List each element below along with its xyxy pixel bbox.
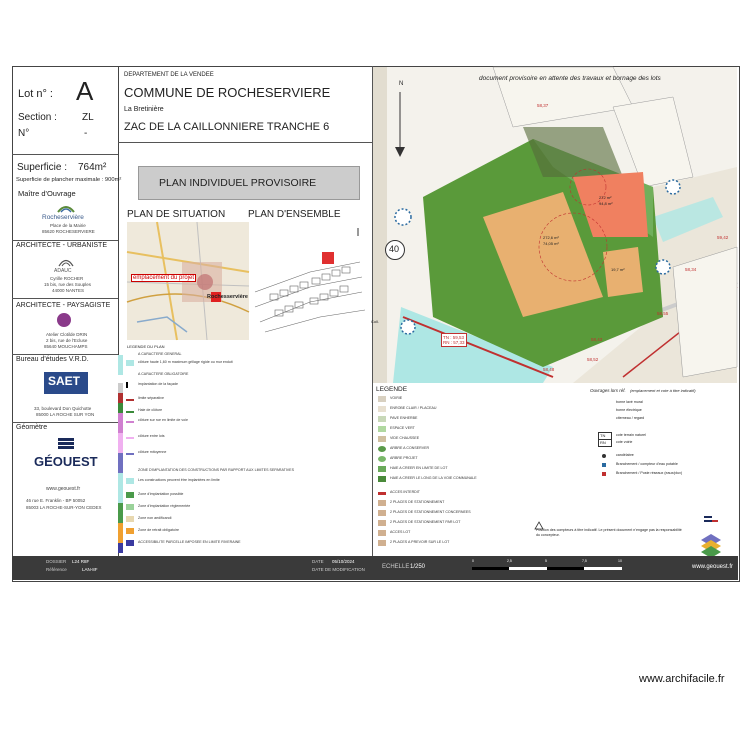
plan-title-box <box>138 166 360 200</box>
dossier-value: L24 R8F <box>72 559 90 564</box>
notice: Position des compteurs à titre indicatif. Le présent document n'engage pas la responsabilité du concepteur. <box>536 528 682 537</box>
paysagiste-addr1: Atelier Clotilde DRIN <box>46 332 88 337</box>
zac-title: ZAC DE LA CAILLONNIERE TRANCHE 6 <box>124 121 330 133</box>
scale-tick: 7,5 <box>582 559 587 563</box>
footer-bar <box>12 556 738 580</box>
zone-a-sub: 74,05 m² <box>543 241 559 246</box>
footer-website: www.geouest.fr <box>692 564 734 570</box>
vrd-addr1: 33, boulevard Don Quichotte <box>34 406 92 411</box>
lot-value: A <box>76 76 94 106</box>
refs-label: Référence <box>46 567 67 572</box>
refs-value: LAN-8F <box>82 567 98 572</box>
archi-addr1: Cyrille ROCHER <box>50 276 84 281</box>
vrd-label: Bureau d'études V.R.D. <box>16 356 89 363</box>
vrd-addr2: 85000 LA ROCHE SUR YON <box>36 412 95 417</box>
alt-5: 58,52 <box>587 357 599 362</box>
archi-addr3: 44000 NANTES <box>52 288 85 293</box>
ensemble-plan-drawing <box>250 222 368 340</box>
ouvrage-item: borne lavé mural <box>616 400 643 404</box>
lot-number-badge <box>385 240 405 260</box>
commune-title: COMMUNE DE ROCHESERVIERE <box>124 85 331 100</box>
superficie-value: 764m² <box>78 162 107 173</box>
maitre-addr2: 85620 ROCHESERVIERE <box>42 229 95 234</box>
ouvrages-sub: (emplacement et cote à titre indicatif) <box>630 388 696 393</box>
lot-number: 40 <box>389 244 400 254</box>
numero-label: N° <box>18 128 30 139</box>
geometre-url: www.geouest.fr <box>46 486 81 492</box>
maitre-addr1: Place de la Mairie <box>50 223 86 228</box>
ouvrage-item: citerneau / regard <box>616 416 645 420</box>
emplacement-label: emplacement du projet <box>133 275 195 281</box>
scale-tick: 0 <box>472 559 474 563</box>
maitre-name: Rocheservière <box>42 214 84 221</box>
zone-c-label: 19,7 m² <box>611 267 625 272</box>
maitre-label: Maître d'Ouvrage <box>18 189 76 198</box>
section-value: ZL <box>82 112 94 123</box>
alt-3: 58,34 <box>685 267 697 272</box>
ouvrages-legend <box>590 388 736 518</box>
superficie-label: Superficie : <box>17 162 68 173</box>
main-plan-drawing <box>373 67 737 383</box>
zone-b-label: 272 m² <box>599 195 612 200</box>
network-post-icon <box>602 472 606 476</box>
water-meter-icon <box>602 463 606 467</box>
adauc-logo-icon <box>58 254 74 268</box>
legend-right: VOIRIE ENROBE CLAIR / PLACEAU PAVE ENHERBE ESPACE VERT VIDE CHAUSSEE ARBRE A CONSERVER ARBRE PROJET HAIE A CREER EN LIMITE DE LOT HAIE A CREER LE LONG DE LA VOIE COMMUNALE ACCES INTERDIT 2 PLACES DE STATIONNEMENT 2 PLACES DE STATIONNEMENT CONCERNEES 2 PLACES DE STATIONNEMENT PAR LOT ACCES LOT 2 PLACES A PREVOIR SUR LE LOT <box>376 396 526 551</box>
scale-bar <box>472 567 622 570</box>
alt-2: 59,42 <box>717 235 729 240</box>
ensemble-plan <box>250 222 368 340</box>
geometre-name: GÉOUEST <box>34 454 98 469</box>
rn-desc: cote voirie <box>616 440 633 444</box>
color-strip <box>118 355 123 555</box>
scale-tick: 5 <box>545 559 547 563</box>
paysagiste-addr2: 2 bis, rue de l'Ecluse <box>46 338 88 343</box>
tn-value: TN : 59,53 <box>443 335 465 340</box>
alt-7: 58,55 <box>657 311 669 316</box>
alt-6: 58,48 <box>543 367 555 372</box>
divider <box>12 154 118 155</box>
plan-title: PLAN INDIVIDUEL PROVISOIRE <box>159 177 317 189</box>
geouest-mark-icon <box>702 514 720 528</box>
ouvrage-item: candélabre <box>616 453 634 457</box>
scale-tick: 10 <box>618 559 622 563</box>
layers-icon <box>700 532 722 558</box>
rocheserviere-logo-icon <box>56 202 76 214</box>
plan-ensemble-title: PLAN D'ENSEMBLE <box>248 209 341 220</box>
divider <box>118 142 372 143</box>
archi-label: ARCHITECTE - URBANISTE <box>16 242 108 249</box>
rn-symbol: RN <box>598 439 612 447</box>
geouest-logo-icon <box>58 438 74 450</box>
saet-logo <box>44 372 88 394</box>
collector-label: Coll. <box>371 319 380 324</box>
situation-map <box>127 222 249 340</box>
north-label: N <box>399 81 404 87</box>
rn-value: RN : 57,33 <box>443 340 465 345</box>
alt-1: 58,37 <box>537 103 549 108</box>
echelle-value: 1/250 <box>410 564 426 570</box>
zone-a-label: 272,6 m² <box>543 235 559 240</box>
dossier-label: DOSSIER <box>46 559 67 564</box>
plancher-label: Superficie de plancher maximale : 900m² <box>16 177 122 183</box>
tn-box <box>441 333 467 347</box>
paysagiste-logo-icon <box>57 313 71 327</box>
paysagiste-label: ARCHITECTE - PAYSAGISTE <box>16 302 111 309</box>
cartouche <box>12 66 122 580</box>
main-plan <box>373 67 737 383</box>
provisional-note: document provisoire en attente des travaux et bornage des lots <box>479 75 661 82</box>
archi-name: ADAUC <box>54 268 72 274</box>
zone-b-sub: 94,8 m² <box>599 201 613 206</box>
candelabre-icon <box>602 454 606 458</box>
divider <box>12 422 118 423</box>
paysagiste-addr3: 85640 MOUCHAMPS <box>44 344 88 349</box>
section-label: Section : <box>18 112 57 123</box>
tn-symbol: TN <box>598 432 612 440</box>
geometre-addr1: 46 rue E. Franklin - BP 50052 <box>26 498 86 503</box>
plan-situation-title: PLAN DE SITUATION <box>127 209 226 220</box>
date-value: 05/10/2024 <box>332 559 355 564</box>
lot-label: Lot n° : <box>18 88 53 100</box>
warning-icon <box>535 516 541 522</box>
watermark: www.archifacile.fr <box>639 673 725 685</box>
scale-tick: 2,5 <box>507 559 512 563</box>
saet-logo-text: SAET <box>48 374 81 388</box>
geometre-label: Géomètre <box>16 424 48 431</box>
numero-value: - <box>84 128 88 139</box>
date-label: DATE <box>312 559 324 564</box>
ouvrage-item: Branchement / compteur d'eau potable <box>616 462 678 466</box>
department: DEPARTEMENT DE LA VENDEE <box>124 72 214 78</box>
legend-title: LEGENDE <box>376 386 408 393</box>
geometre-addr2: 85003 LA ROCHE-SUR-YON CEDEX <box>26 505 102 510</box>
lieu: La Bretinière <box>124 106 164 113</box>
ouvrage-item: borne électrique <box>616 408 642 412</box>
tn-desc: cote terrain naturel <box>616 433 646 437</box>
echelle-label: ECHELLE <box>382 564 410 570</box>
archi-addr2: 15 bis, rue des Souples <box>44 282 92 287</box>
divider <box>12 298 118 299</box>
legend-left: A CARACTERE GENERAL clôture haute 1,60 m maximum grillage rigide ou mur enduit A CARACTERE OBLIGATOIRE implantation de la façade limite séparative Haie de clôture clôture sur rue en limite de voie clôture entre lots clôture mitoyenne ZONE D'IMPLANTATION DES CONSTRUCTIONS PAR RAPPORT AUX LIMITES SEPARATIVES Les constructions peuvent être implantées en limite Zone d'implantation possible Zone d'implantation réglementée Zone non aedificandi Zone de retrait obligatoire ACCESSIBILITE PARCELLE IMPOSEE EN LIMITE RIVERAINE <box>124 352 372 552</box>
ville-label: Rochesservière <box>207 294 248 300</box>
modif-label: DATE DE MODIFICATION <box>312 567 365 572</box>
divider <box>12 354 118 355</box>
ouvrages-label: Ouvrages lors réf. <box>590 388 626 393</box>
alt-4: 58,43 <box>591 337 603 342</box>
legend-small-title: LEGENDE DU PLAN <box>127 344 165 349</box>
divider <box>12 240 118 241</box>
ouvrage-item: Branchement / Poste réseaux (eaux/pluv) <box>616 471 683 475</box>
